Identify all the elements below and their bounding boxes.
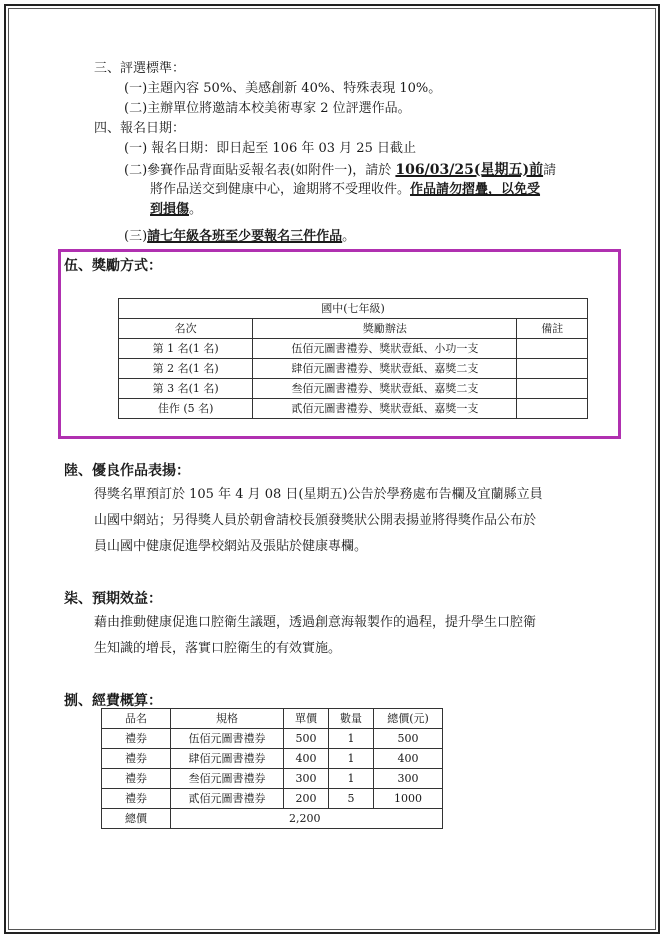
registration-item-3-period: 。 [342, 229, 356, 244]
publicity-heading: 陸、優良作品表揚： [64, 463, 190, 479]
budget-spec: 伍佰元圖書禮券 [171, 729, 284, 749]
criteria-heading: 三、評選標準： [94, 61, 186, 76]
registration-warning-end: 到損傷 [150, 202, 190, 217]
budget-header-item: 品名 [102, 709, 171, 729]
registration-item-2-tail: 請 [543, 163, 557, 178]
awards-header-rank: 名次 [119, 319, 253, 339]
table-row [102, 769, 443, 789]
awards-rank: 佳作 (5 名) [119, 399, 253, 419]
registration-warning: 作品請勿摺疊，以免受 [410, 182, 541, 197]
budget-header-qty: 數量 [329, 709, 374, 729]
awards-table-title-row [119, 299, 588, 319]
registration-item-2-text: (二)參賽作品背面貼妥報名表(如附件一)，請於 [124, 163, 396, 178]
awards-reward: 叁佰元圖書禮券、獎狀壹紙、嘉獎二支 [253, 379, 517, 399]
awards-note [517, 399, 588, 419]
registration-deadline: 106/03/25(星期五)前 [395, 162, 544, 178]
registration-item-2-line2 [150, 181, 540, 199]
budget-spec: 貳佰元圖書禮券 [171, 789, 284, 809]
budget-qty: 1 [329, 749, 374, 769]
budget-unit-price: 400 [284, 749, 329, 769]
budget-total: 500 [374, 729, 443, 749]
registration-warning-period: 。 [189, 202, 203, 217]
publicity-line: 山國中網站；另得獎人員於朝會請校長頒發獎狀公開表揚並將得獎作品公布於 [94, 513, 537, 528]
benefits-line: 藉由推動健康促進口腔衛生議題，透過創意海報製作的過程，提升學生口腔衛 [94, 615, 537, 630]
table-row [102, 789, 443, 809]
budget-unit-price: 300 [284, 769, 329, 789]
budget-table-header-row [102, 709, 443, 729]
table-row [119, 379, 588, 399]
budget-unit-price: 500 [284, 729, 329, 749]
benefits-line: 生知識的增長，落實口腔衛生的有效實施。 [94, 641, 342, 656]
table-row [102, 729, 443, 749]
budget-total: 300 [374, 769, 443, 789]
budget-item: 禮券 [102, 749, 171, 769]
budget-total-value: 2,200 [171, 809, 443, 829]
awards-note [517, 339, 588, 359]
budget-header-spec: 規格 [171, 709, 284, 729]
budget-spec: 叁佰元圖書禮券 [171, 769, 284, 789]
budget-qty: 1 [329, 769, 374, 789]
table-row [119, 399, 588, 419]
publicity-line: 員山國中健康促進學校網站及張貼於健康專欄。 [94, 539, 368, 554]
table-row [119, 339, 588, 359]
awards-rank: 第 1 名(1 名) [119, 339, 253, 359]
publicity-line: 得獎名單預訂於 105 年 4 月 08 日(星期五)公告於學務處布告欄及宜蘭縣立員 [94, 487, 543, 502]
criteria-item-2: (二)主辦單位將邀請本校美術專家 2 位評選作品。 [124, 101, 411, 116]
budget-item: 禮券 [102, 769, 171, 789]
awards-reward: 伍佰元圖書禮券、獎狀壹紙、小功一支 [253, 339, 517, 359]
awards-table-header-row [119, 319, 588, 339]
budget-qty: 1 [329, 729, 374, 749]
awards-header-reward: 獎勵辦法 [253, 319, 517, 339]
budget-qty: 5 [329, 789, 374, 809]
awards-heading: 伍、獎勵方式： [64, 258, 162, 274]
awards-reward: 肆佰元圖書禮券、獎狀壹紙、嘉獎二支 [253, 359, 517, 379]
budget-item: 禮券 [102, 789, 171, 809]
budget-total: 400 [374, 749, 443, 769]
awards-table [118, 298, 588, 419]
awards-reward: 貳佰元圖書禮券、獎狀壹紙、嘉獎一支 [253, 399, 517, 419]
table-row [102, 749, 443, 769]
budget-unit-price: 200 [284, 789, 329, 809]
table-row [119, 359, 588, 379]
benefits-heading: 柒、預期效益： [64, 591, 162, 607]
registration-heading: 四、報名日期： [94, 121, 186, 136]
awards-rank: 第 2 名(1 名) [119, 359, 253, 379]
awards-header-note: 備註 [517, 319, 588, 339]
budget-heading: 捌、經費概算： [64, 693, 162, 709]
budget-spec: 肆佰元圖書禮券 [171, 749, 284, 769]
awards-rank: 第 3 名(1 名) [119, 379, 253, 399]
budget-total: 1000 [374, 789, 443, 809]
benefits-paragraph [94, 610, 536, 662]
registration-item-3 [124, 228, 355, 246]
publicity-paragraph [94, 482, 543, 560]
criteria-item-1: (一)主題內容 50%、美感創新 40%、特殊表現 10%。 [124, 81, 442, 96]
budget-total-label: 總價 [102, 809, 171, 829]
awards-note [517, 359, 588, 379]
registration-item-2-line3 [150, 201, 202, 219]
awards-note [517, 379, 588, 399]
budget-total-row [102, 809, 443, 829]
registration-item-3-text: 請七年級各班至少要報名三件作品 [147, 229, 343, 244]
registration-item-3-prefix: (三) [124, 229, 148, 244]
budget-header-unit-price: 單價 [284, 709, 329, 729]
budget-item: 禮券 [102, 729, 171, 749]
budget-table [101, 708, 443, 829]
registration-item-1: (一) 報名日期：即日起至 106 年 03 月 25 日截止 [124, 141, 416, 156]
budget-header-total: 總價(元) [374, 709, 443, 729]
registration-item-2 [124, 161, 556, 180]
registration-item-2-line2-text: 將作品送交到健康中心，逾期將不受理收件。 [150, 182, 411, 197]
awards-table-title: 國中(七年級) [119, 299, 588, 319]
